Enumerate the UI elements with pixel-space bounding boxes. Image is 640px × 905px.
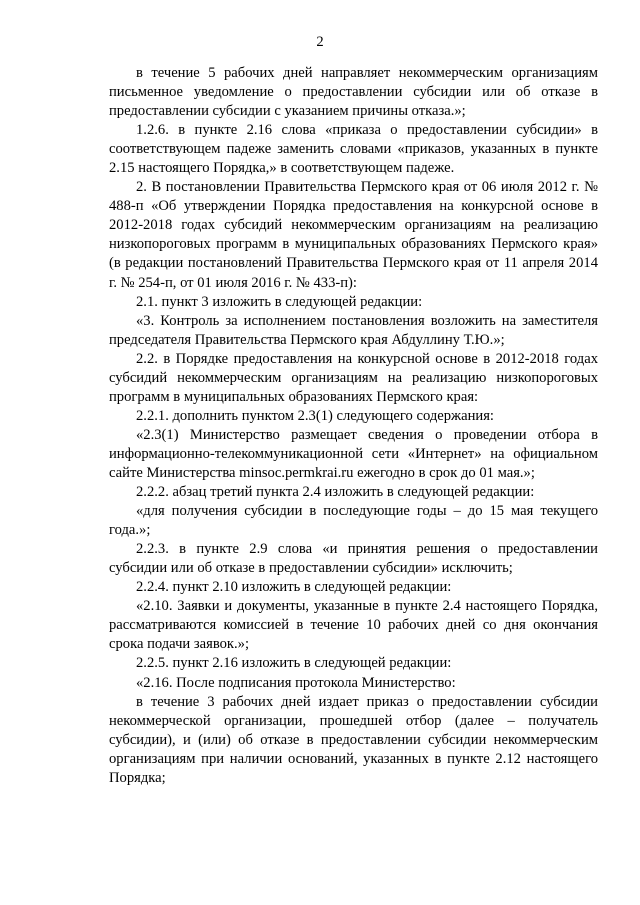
paragraph-16: в течение 3 рабочих дней издает приказ о предоставлении субсидии некоммерческой организации, прошедшей отбор (далее – получатель субсидии), и (или) об отказе в предоставлении субсидии некоммерческим организациям при наличии оснований, указанных в пункте 2.12 настоящего Порядка; bbox=[109, 693, 598, 786]
paragraph-7: 2.2.1. дополнить пунктом 2.3(1) следующего содержания: bbox=[136, 407, 494, 424]
paragraph-10: «для получения субсидии в последующие годы – до 15 мая текущего года.»; bbox=[109, 503, 598, 539]
paragraph-14: 2.2.5. пункт 2.16 изложить в следующей редакции: bbox=[136, 655, 452, 672]
paragraph-12: 2.2.4. пункт 2.10 изложить в следующей редакции: bbox=[136, 579, 452, 596]
paragraph-6: 2.2. в Порядке предоставления на конкурсной основе в 2012-2018 годах субсидий некоммерческим организациям на реализацию низкопороговых программ в муниципальных образованиях Пермского края: bbox=[109, 350, 598, 405]
paragraph-9: 2.2.2. абзац третий пункта 2.4 изложить в следующей редакции: bbox=[136, 484, 535, 501]
paragraph-3: 2. В постановлении Правительства Пермского края от 06 июля 2012 г. № 488-п «Об утверждении Порядка предоставления на конкурсной основе в 2012-2018 годах субсидий некоммерческим организациям на реализацию низкопороговых программ в муниципальных образованиях Пермского края» (в редакции постановлений Правительства Пермского края от 11 апреля 2014 г. № 254-п, от 01 июля 2016 г. № 433-п): bbox=[109, 179, 598, 291]
paragraph-8: «2.3(1) Министерство размещает сведения о проведении отбора в информационно-телекоммуникационной сети «Интернет» на официальном сайте Министерства minsoc.permkrai.ru ежегодно в срок до 01 мая.»; bbox=[109, 426, 598, 481]
paragraph-4: 2.1. пункт 3 изложить в следующей редакции: bbox=[136, 293, 423, 310]
paragraph-15: «2.16. После подписания протокола Министерство: bbox=[136, 674, 456, 691]
page-number: 2 bbox=[316, 34, 324, 50]
document-body bbox=[109, 64, 598, 788]
paragraph-5: «3. Контроль за исполнением постановления возложить на заместителя председателя Правительства Пермского края Абдуллину Т.Ю.»; bbox=[109, 312, 598, 348]
paragraph-11: 2.2.3. в пункте 2.9 слова «и принятия решения о предоставлении субсидии или об отказе в предоставлении субсидии» исключить; bbox=[109, 541, 598, 577]
paragraph-1: в течение 5 рабочих дней направляет некоммерческим организациям письменное уведомление о предоставлении субсидии или об отказе в предоставлении субсидии с указанием причины отказа.»; bbox=[109, 65, 598, 120]
paragraph-13: «2.10. Заявки и документы, указанные в пункте 2.4 настоящего Порядка, рассматриваются комиссией в течение 10 рабочих дней со дня окончания срока подачи заявок.»; bbox=[109, 598, 598, 653]
paragraph-2: 1.2.6. в пункте 2.16 слова «приказа о предоставлении субсидии» в соответствующем падеже заменить словами «приказов, указанных в пункте 2.15 настоящего Порядка,» в соответствующем падеже. bbox=[109, 122, 598, 177]
